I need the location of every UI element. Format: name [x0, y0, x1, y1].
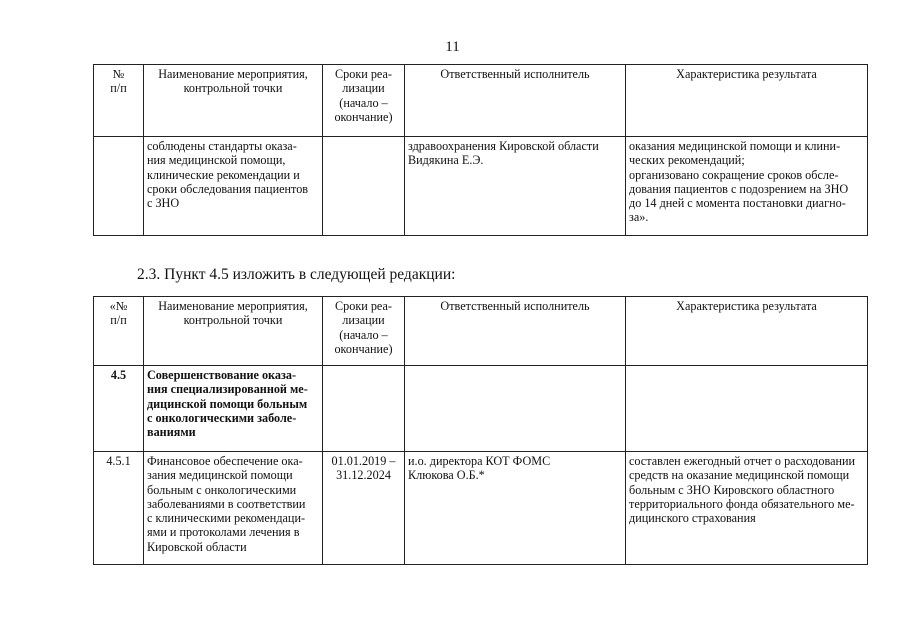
header-activity-name: Наименование мероприятия, контрольной точки: [144, 297, 323, 366]
cell-result: составлен ежегодный отчет о расходовании средств на оказание медицинской помощи больным с ЗНО Кировского областного территориального фонда обязательного ме- дицинского страхования: [626, 452, 868, 565]
table-header-row: [94, 297, 868, 366]
cell-executor: [405, 366, 626, 452]
table-row: [94, 137, 868, 236]
header-executor: Ответственный исполнитель: [405, 297, 626, 366]
header-activity-name: Наименование мероприятия, контрольной точки: [144, 65, 323, 137]
cell-executor: здравоохранения Кировской области Видякина Е.Э.: [405, 137, 626, 236]
cell-num: 4.5.1: [94, 452, 144, 565]
header-executor: Ответственный исполнитель: [405, 65, 626, 137]
cell-result: оказания медицинской помощи и клини- ческих рекомендаций; организовано сокращение сроков обсле- дования пациентов с подозрением на ЗНО до 14 дней с момента постановки диагно- за».: [626, 137, 868, 236]
table-row: [94, 366, 868, 452]
cell-activity-name: Финансовое обеспечение ока- зания медицинской помощи больным с онкологическими заболеваниями в соответствии с клиническими рекомендаци- ями и протоколами лечения в Кировской области: [144, 452, 323, 565]
cell-num: 4.5: [94, 366, 144, 452]
header-result: Характеристика результата: [626, 65, 868, 137]
table-row: [94, 452, 868, 565]
section-heading: 2.3. Пункт 4.5 изложить в следующей редакции:: [137, 266, 456, 283]
table-header-row: [94, 65, 868, 137]
cell-activity-name: Совершенствование оказа- ния специализированной ме- дицинской помощи больным с онкологическими заболе- ваниями: [144, 366, 323, 452]
plan-table-item-4-5: [93, 296, 868, 565]
cell-activity-name: соблюдены стандарты оказа- ния медицинской помощи, клинические рекомендации и сроки обследования пациентов с ЗНО: [144, 137, 323, 236]
cell-dates: [323, 137, 405, 236]
plan-table-continued: [93, 64, 868, 236]
header-num: «№ п/п: [94, 297, 144, 366]
cell-dates: [323, 366, 405, 452]
header-dates: Сроки реа- лизации (начало – окончание): [323, 297, 405, 366]
cell-result: [626, 366, 868, 452]
header-dates: Сроки реа- лизации (начало – окончание): [323, 65, 405, 137]
header-result: Характеристика результата: [626, 297, 868, 366]
cell-dates: 01.01.2019 – 31.12.2024: [323, 452, 405, 565]
cell-num: [94, 137, 144, 236]
cell-executor: и.о. директора КОТ ФОМС Клюкова О.Б.*: [405, 452, 626, 565]
header-num: № п/п: [94, 65, 144, 137]
page-number: 11: [445, 39, 460, 55]
